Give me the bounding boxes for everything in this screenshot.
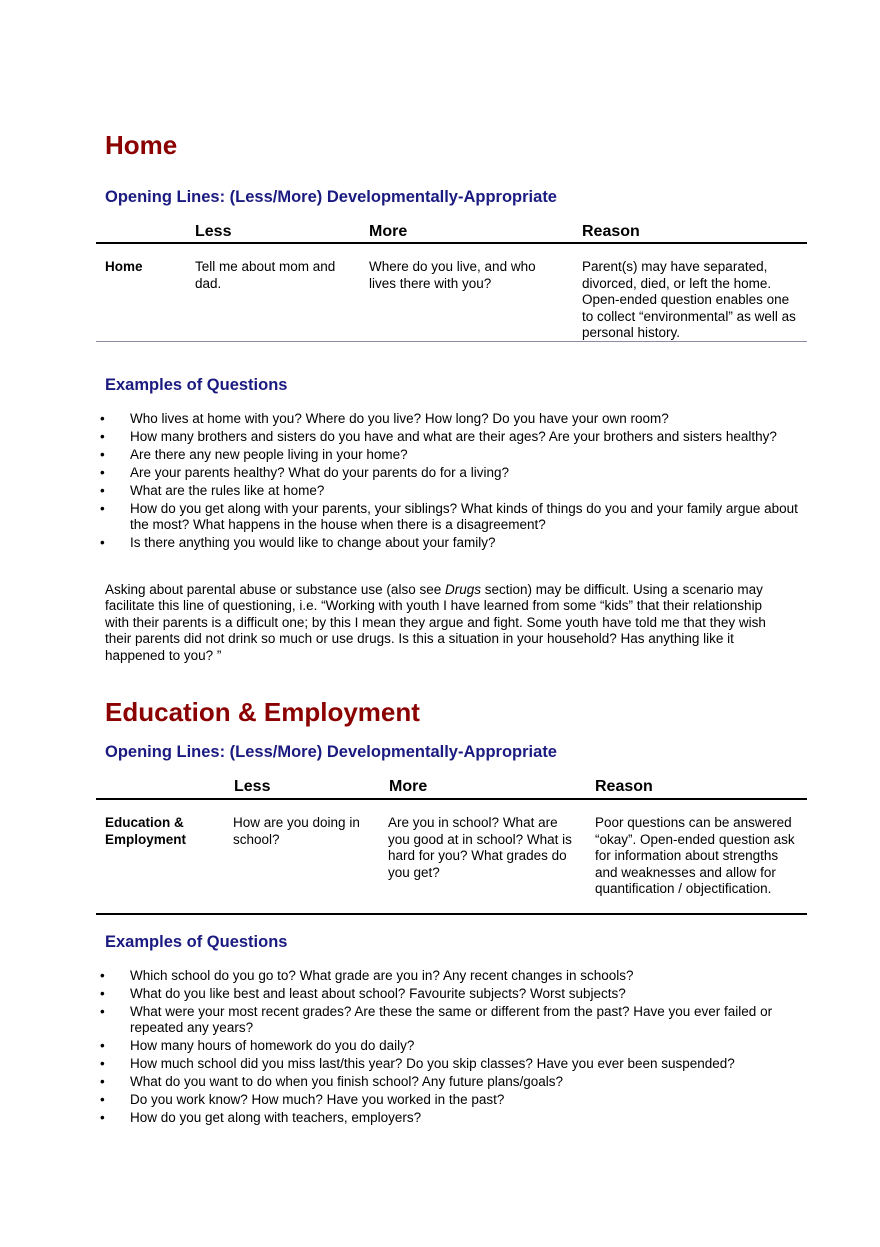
list-item: • Do you work know? How much? Have you worked in the past? xyxy=(100,1092,505,1108)
education-table-reason-cell: Poor questions can be answered “okay”. Open-ended question ask for information about strengths and weaknesses and allow for quantification / objectification. xyxy=(595,815,795,897)
bullet-icon: • xyxy=(100,1056,105,1072)
bullet-icon: • xyxy=(100,1004,105,1019)
home-table-header-more: More xyxy=(369,223,408,240)
home-opening-lines-heading: Opening Lines: (Less/More) Developmentally-Appropriate xyxy=(105,188,557,206)
education-opening-lines-table xyxy=(96,777,807,917)
home-table-less-cell: Tell me about mom and dad. xyxy=(195,259,336,291)
education-opening-lines-heading: Opening Lines: (Less/More) Developmentally-Appropriate xyxy=(105,743,557,761)
bullet-icon: • xyxy=(100,1074,105,1090)
home-title: Home xyxy=(105,130,178,160)
education-table-top-rule xyxy=(96,798,807,800)
home-table-top-rule xyxy=(96,242,807,244)
list-item: • Are there any new people living in your home? xyxy=(100,447,408,462)
bullet-icon: • xyxy=(100,1110,105,1126)
list-item: • How do you get along with your parents, your siblings? What kinds of things do you and your family argue about the most? What happens in the house when there is a disagreement? xyxy=(100,501,798,533)
bullet-icon: • xyxy=(100,1092,105,1108)
list-item: • How much school did you miss last/this year? Do you skip classes? Have you ever been suspended? xyxy=(100,1056,735,1072)
list-item: • How many hours of homework do you do daily? xyxy=(100,1038,415,1054)
bullet-icon: • xyxy=(100,501,105,516)
education-title: Education & Employment xyxy=(105,697,420,727)
home-table-bottom-rule xyxy=(96,341,807,342)
list-item: • What do you want to do when you finish school? Any future plans/goals? xyxy=(100,1074,564,1090)
home-table-more-cell: Where do you live, and who lives there with you? xyxy=(369,259,536,291)
education-table-header-reason: Reason xyxy=(595,778,653,795)
list-item: • What do you like best and least about school? Favourite subjects? Worst subjects? xyxy=(100,986,626,1001)
list-item: • Which school do you go to? What grade are you in? Any recent changes in schools? xyxy=(100,968,634,983)
education-table-header-more: More xyxy=(389,778,428,795)
list-item: • What are the rules like at home? xyxy=(100,483,325,498)
bullet-icon: • xyxy=(100,411,105,426)
home-examples-heading: Examples of Questions xyxy=(105,376,288,394)
education-table-header-less: Less xyxy=(234,778,271,795)
list-item: • Who lives at home with you? Where do you live? How long? Do you have your own room? xyxy=(100,411,669,426)
bullet-icon: • xyxy=(100,465,105,480)
drugs-section-reference: Drugs xyxy=(444,582,481,597)
bullet-icon: • xyxy=(100,535,105,551)
bullet-icon: • xyxy=(100,986,105,1001)
education-examples-heading: Examples of Questions xyxy=(105,933,288,951)
home-parental-abuse-note: Asking about parental abuse or substance use (also see Drugs section) may be difficult. Using a scenario may facilitate this line of questioning, i.e. “Working with youth I have learned from some “kids” that their relationship with their parents is a difficult one; by this I mean they argue and fight. Some youth have told me that they wish their parents did not drink so much or use drugs. Is this a situation in your household? Has anything like it happened to you? ” xyxy=(105,582,766,663)
education-questions-list xyxy=(0,968,880,1128)
bullet-icon: • xyxy=(100,968,105,983)
list-item: • What were your most recent grades? Are these the same or different from the past? Have you ever failed or repeated any years? xyxy=(100,1004,773,1036)
bullet-icon: • xyxy=(100,429,105,444)
education-table-bottom-rule xyxy=(96,913,807,915)
education-table-more-cell: Are you in school? What are you good at in school? What is hard for you? What grades do you get? xyxy=(388,815,572,880)
home-table-header-less: Less xyxy=(195,223,232,240)
home-table-reason-cell: Parent(s) may have separated, divorced, died, or left the home. Open-ended question enables one to collect “environmental” as well as personal history. xyxy=(582,259,796,341)
list-item: • Are your parents healthy? What do your parents do for a living? xyxy=(100,465,509,480)
home-questions-list xyxy=(0,411,880,553)
list-item: • Is there anything you would like to change about your family? xyxy=(100,535,496,551)
home-table-row-label: Home xyxy=(105,259,143,274)
bullet-icon: • xyxy=(100,483,105,498)
home-table-header-reason: Reason xyxy=(582,223,640,240)
bullet-icon: • xyxy=(100,1038,105,1054)
education-table-less-cell: How are you doing in school? xyxy=(233,815,360,847)
list-item: • How do you get along with teachers, employers? xyxy=(100,1110,422,1126)
list-item: • How many brothers and sisters do you have and what are their ages? Are your brothers and sisters healthy? xyxy=(100,429,777,444)
education-table-row-label: Education & Employment xyxy=(105,815,187,847)
home-opening-lines-table xyxy=(96,222,807,344)
bullet-icon: • xyxy=(100,447,105,462)
